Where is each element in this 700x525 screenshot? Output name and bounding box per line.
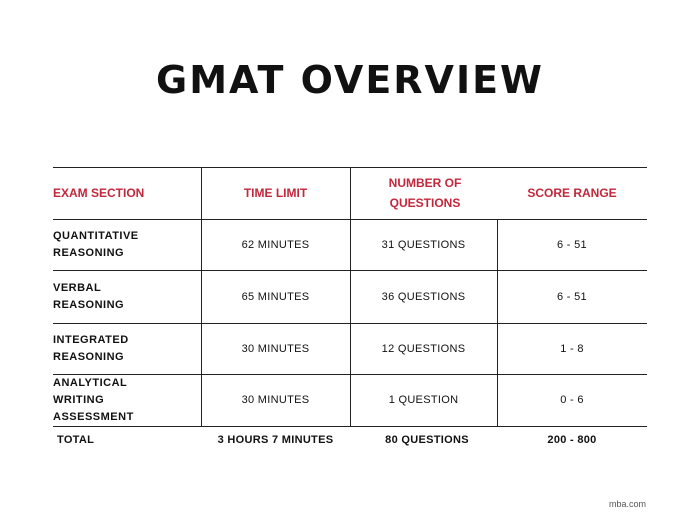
row-section-quantitative: QUANTITATIVE REASONING bbox=[53, 229, 139, 259]
row-questions: 36 QUESTIONS bbox=[381, 290, 466, 303]
row-time: 65 MINUTES bbox=[241, 290, 310, 303]
row-questions: 12 QUESTIONS bbox=[381, 342, 466, 355]
gmat-overview-table bbox=[53, 167, 647, 446]
row-score: 1 - 8 bbox=[560, 342, 584, 355]
total-label: TOTAL bbox=[57, 434, 95, 446]
row-score: 0 - 6 bbox=[560, 394, 584, 406]
total-score: 200 - 800 bbox=[547, 434, 597, 446]
row-section-verbal: VERBAL REASONING bbox=[53, 281, 125, 311]
table-rule bbox=[53, 426, 647, 427]
total-time: 3 HOURS 7 MINUTES bbox=[217, 434, 334, 446]
page-title: GMAT OVERVIEW bbox=[156, 58, 544, 102]
row-score: 6 - 51 bbox=[557, 238, 587, 251]
row-score: 6 - 51 bbox=[557, 290, 587, 303]
row-questions: 1 QUESTION bbox=[388, 394, 459, 406]
total-questions: 80 QUESTIONS bbox=[385, 434, 469, 446]
header-time-limit: TIME LIMIT bbox=[243, 186, 308, 200]
row-section-integrated: INTEGRATED REASONING bbox=[53, 333, 129, 363]
header-number-of-questions: NUMBER OF QUESTIONS bbox=[388, 176, 462, 210]
header-score-range: SCORE RANGE bbox=[527, 186, 617, 200]
row-section-analytical-writing: ANALYTICAL WRITING ASSESSMENT bbox=[53, 376, 134, 423]
row-time: 30 MINUTES bbox=[241, 394, 310, 406]
header-exam-section: EXAM SECTION bbox=[53, 186, 145, 200]
row-questions: 31 QUESTIONS bbox=[381, 238, 466, 251]
row-time: 62 MINUTES bbox=[241, 238, 310, 251]
row-time: 30 MINUTES bbox=[241, 342, 310, 355]
source-credit: mba.com bbox=[608, 499, 646, 509]
